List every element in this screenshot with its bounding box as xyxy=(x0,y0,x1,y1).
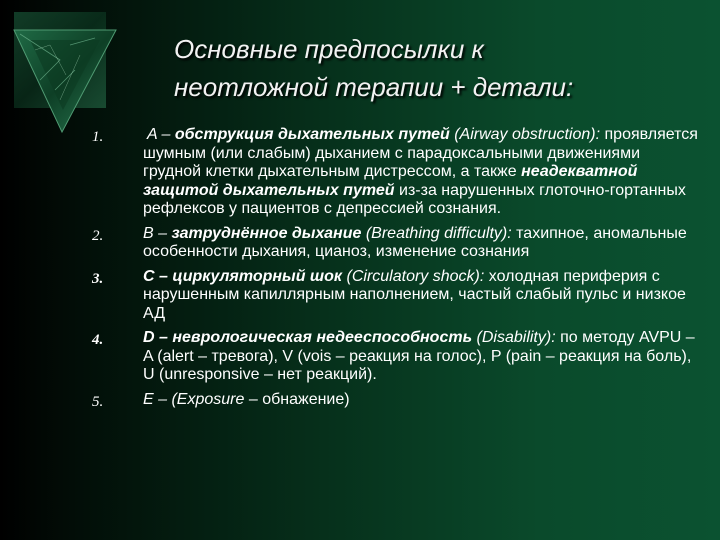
item-english: (Breathing difficulty): xyxy=(365,224,512,242)
list-item xyxy=(92,225,702,262)
list-item-body xyxy=(143,268,702,324)
list-item-number: 2. xyxy=(92,227,104,244)
list-item-body xyxy=(143,329,702,385)
item-text: холодная периферия с нарушенным капиллярным наполнением, частый слабый пульс и низкое АД xyxy=(143,267,686,322)
item-term: неврологическая недееспособность xyxy=(172,329,473,346)
item-letter: A – xyxy=(147,126,171,143)
list-item xyxy=(92,268,702,324)
list-item-body xyxy=(143,391,702,410)
marble-triangle-emblem-icon xyxy=(0,0,130,140)
item-letter: B – xyxy=(143,224,168,242)
list-item xyxy=(92,391,702,412)
item-text-secondary: из-за нарушенных глоточно-гортанных рефлексов у пациентов с депрессией сознания. xyxy=(143,181,686,217)
item-english: (Airway obstruction): xyxy=(454,126,601,143)
item-english: (Disability): xyxy=(476,329,556,346)
slide-title-line2: неотложной терапии + детали: xyxy=(174,72,574,102)
item-letter: E – (Exposure xyxy=(143,390,245,408)
item-term: обструкция дыхательных путей xyxy=(174,126,450,143)
list-item-body xyxy=(143,126,702,219)
item-text: – обнажение) xyxy=(248,390,350,408)
item-letter: D – xyxy=(143,329,168,346)
list-item xyxy=(92,126,702,219)
item-letter: C – xyxy=(143,267,168,285)
list-item-body xyxy=(143,225,702,262)
slide-title-line1: Основные предпосылки к xyxy=(174,34,484,64)
slide-title xyxy=(174,30,694,106)
item-term: циркуляторный шок xyxy=(172,267,343,285)
item-term-secondary: неадекватной защитой дыхательных путей xyxy=(143,163,638,199)
list-item-number: 4. xyxy=(92,332,104,348)
criteria-list xyxy=(92,126,702,418)
list-item-number: 1. xyxy=(92,129,104,145)
item-english: (Circulatory shock): xyxy=(346,267,485,285)
item-text: по методу AVPU – A (alert – тревога), V (vois – реакция на голос), P (pain – реакция на боль), U (unresponsive – нет реакций). xyxy=(143,329,695,383)
item-text: проявляется шумным (или слабым) дыханием с парадоксальными движениями грудной клетки дыхательным дистрессом, а также xyxy=(143,126,698,180)
list-item xyxy=(92,329,702,385)
item-term: затруднённое дыхание xyxy=(171,224,362,242)
list-item-number: 5. xyxy=(92,393,104,410)
item-text: тахипное, аномальные особенности дыхания, цианоз, изменение сознания xyxy=(143,224,687,260)
list-item-number: 3. xyxy=(92,270,104,287)
